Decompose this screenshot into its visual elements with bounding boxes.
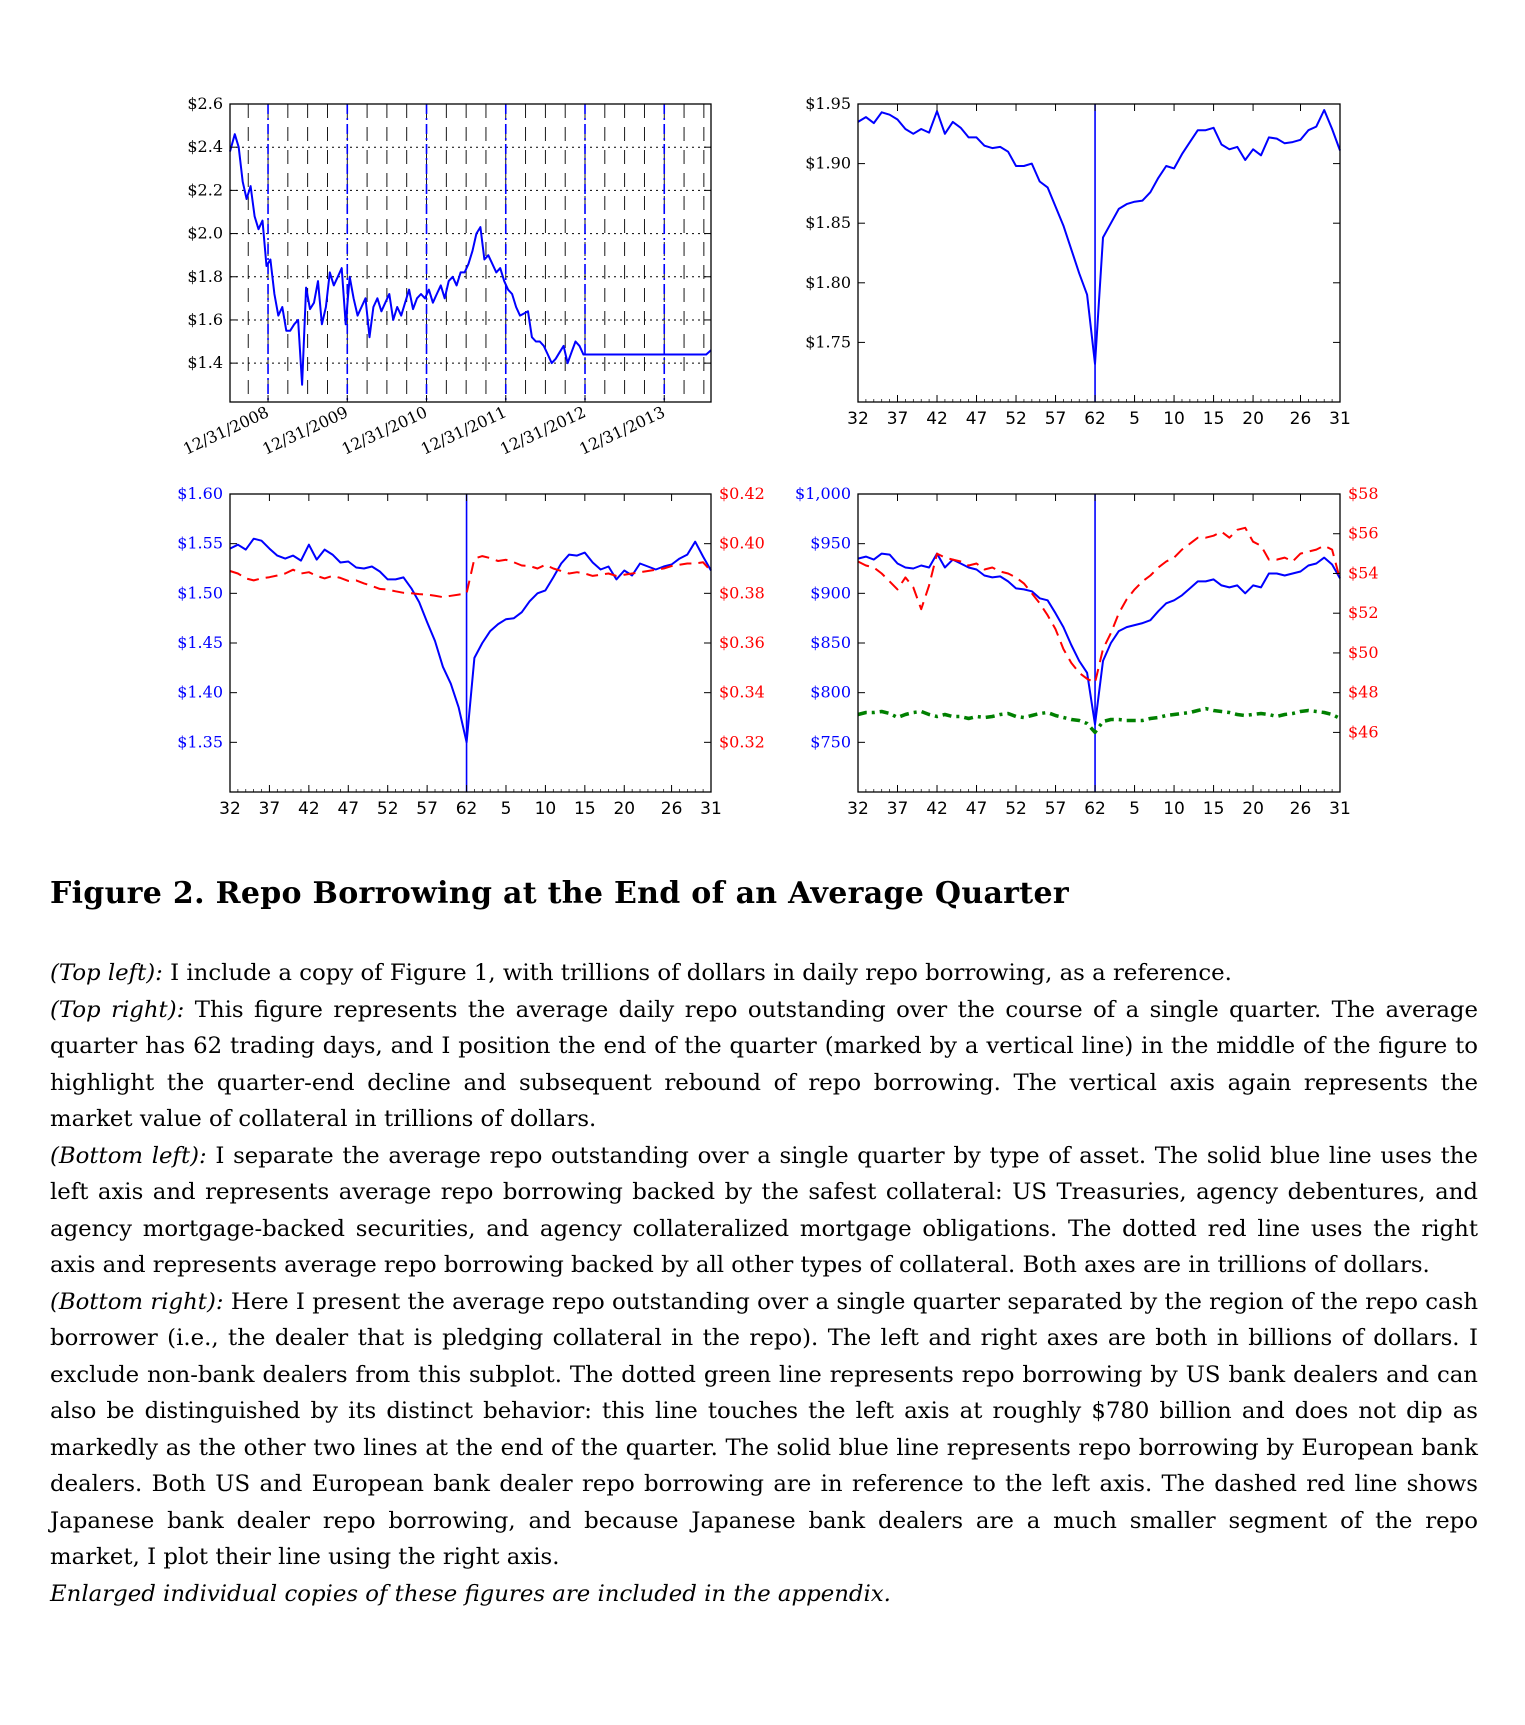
y-tick-label: $800 xyxy=(810,682,851,702)
y2-tick-label: $48 xyxy=(1348,682,1379,702)
x-tick-label: 26 xyxy=(660,799,683,819)
caption-appendix-note: Enlarged individual copies of these figures are included in the appendix. xyxy=(50,1580,891,1607)
y2-tick-label: $0.42 xyxy=(719,484,765,503)
x-tick-label: 31 xyxy=(1329,799,1351,819)
plot-frame xyxy=(858,104,1340,402)
y-tick-label: $1.95 xyxy=(805,94,851,113)
y-tick-label: $2.2 xyxy=(187,180,223,200)
y2-tick-label: $0.34 xyxy=(719,682,765,702)
x-tick-label: 15 xyxy=(1202,799,1225,819)
caption-text-bottom-right: Here I present the average repo outstanding over a single quarter separated by the region of the repo cash borrower (i.e., the dealer that is pledging collateral in the repo). The left and right axes are both in billions of dollars. I exclude non-bank dealers from this subplot. The dotted green line represents repo borrowing by US bank dealers and can also be distinguished by its distinct behavior: this line touches the left axis at roughly $780 billion and does not dip as markedly as the other two lines at the end of the quarter. The solid blue line represents repo borrowing by European bank dealers. Both US and European bank dealer repo borrowing are in reference to the left axis. The dashed red line shows Japanese bank dealer repo borrowing, and because Japanese bank dealers are a much smaller segment of the repo market, I plot their line using the right axis. xyxy=(50,1288,1478,1570)
x-tick-label: 42 xyxy=(298,799,320,819)
figure-caption xyxy=(50,955,1478,1612)
x-tick-label: 37 xyxy=(258,799,281,819)
y-tick-label: $1,000 xyxy=(795,484,851,503)
caption-lead-top-right: (Top right): xyxy=(50,996,185,1023)
y-tick-label: $1.55 xyxy=(177,533,223,553)
x-tick-label: 31 xyxy=(700,799,722,819)
series-line xyxy=(858,709,1340,733)
y-tick-label: $2.6 xyxy=(187,94,223,113)
x-tick-label: 52 xyxy=(1005,409,1027,429)
y2-tick-label: $54 xyxy=(1348,563,1379,583)
series-line xyxy=(230,134,711,385)
x-tick-label: 12/31/2008 xyxy=(180,402,272,459)
x-tick-label: 57 xyxy=(416,799,438,819)
x-tick-label: 15 xyxy=(1202,409,1225,429)
caption-text-top-left: I include a copy of Figure 1, with trillions of dollars in daily repo borrowing, as a reference. xyxy=(162,960,1232,986)
caption-paragraph-bottom-right xyxy=(50,1284,1478,1576)
x-tick-label: 32 xyxy=(847,799,869,819)
series-line xyxy=(858,528,1340,683)
x-tick-label: 52 xyxy=(1005,799,1027,819)
caption-paragraph-bottom-left xyxy=(50,1138,1478,1284)
y2-tick-label: $0.40 xyxy=(719,533,765,553)
series-line xyxy=(230,556,711,597)
y-tick-label: $1.45 xyxy=(177,633,223,652)
x-tick-label: 12/31/2009 xyxy=(259,402,351,459)
x-tick-label: 32 xyxy=(847,409,869,429)
x-tick-label: 10 xyxy=(534,799,557,819)
x-tick-label: 47 xyxy=(337,799,360,819)
x-tick-label: 20 xyxy=(613,799,636,819)
series-line xyxy=(858,554,1340,725)
figure-panels xyxy=(0,0,1525,860)
x-tick-label: 20 xyxy=(1242,409,1264,429)
x-tick-label: 10 xyxy=(1163,799,1185,819)
bottom-right-chart xyxy=(795,484,1379,819)
x-tick-label: 12/31/2013 xyxy=(576,402,668,459)
caption-paragraph-top-left xyxy=(50,955,1478,992)
x-tick-label: 15 xyxy=(574,799,596,819)
x-tick-label: 20 xyxy=(1242,799,1264,819)
bottom-left-chart xyxy=(177,484,765,819)
x-tick-label: 62 xyxy=(1084,799,1106,819)
y-tick-label: $1.50 xyxy=(177,583,223,603)
x-tick-label: 47 xyxy=(965,799,988,819)
y-tick-label: $850 xyxy=(810,633,851,652)
caption-lead-bottom-left: (Bottom left): xyxy=(50,1142,207,1169)
y2-tick-label: $0.36 xyxy=(719,633,765,652)
x-tick-label: 52 xyxy=(376,799,399,819)
x-tick-label: 12/31/2012 xyxy=(497,402,589,459)
x-tick-label: 37 xyxy=(886,409,909,429)
y-tick-label: $1.85 xyxy=(805,213,851,233)
top-right-chart xyxy=(805,94,1351,429)
x-tick-label: 10 xyxy=(1163,409,1185,429)
x-tick-label: 31 xyxy=(1329,409,1351,429)
top-left-chart xyxy=(180,94,711,459)
y-tick-label: $1.6 xyxy=(187,309,223,329)
y-tick-label: $1.80 xyxy=(805,272,851,292)
x-tick-label: 26 xyxy=(1289,799,1312,819)
y2-tick-label: $58 xyxy=(1348,484,1379,503)
y2-tick-label: $0.38 xyxy=(719,583,765,603)
x-tick-label: 42 xyxy=(926,799,948,819)
y2-tick-label: $0.32 xyxy=(719,732,765,752)
y-tick-label: $1.60 xyxy=(177,484,223,503)
y-tick-label: $950 xyxy=(810,533,851,553)
y-tick-label: $1.40 xyxy=(177,682,223,702)
y-tick-label: $2.4 xyxy=(187,137,223,157)
y2-tick-label: $50 xyxy=(1348,642,1379,662)
x-tick-label: 57 xyxy=(1044,799,1067,819)
plot-frame xyxy=(230,104,711,402)
caption-text-bottom-left: I separate the average repo outstanding over a single quarter by type of asset. The solid blue line uses the left axis and represents average repo borrowing backed by the safest collateral: US Treasuries, agency debentures, and agency mortgage-backed securities, and agency collateralized mortgage obligations. The dotted red line uses the right axis and represents average repo borrowing backed by all other types of collateral. Both axes are in trillions of dollars. xyxy=(50,1142,1478,1278)
x-tick-label: 12/31/2011 xyxy=(417,402,510,459)
plot-frame xyxy=(858,494,1340,792)
y-tick-label: $1.75 xyxy=(805,332,851,352)
y-tick-label: $1.8 xyxy=(187,266,223,286)
x-tick-label: 5 xyxy=(1129,799,1140,819)
y2-tick-label: $46 xyxy=(1348,722,1379,742)
y-tick-label: $750 xyxy=(810,732,851,752)
x-tick-label: 62 xyxy=(455,799,478,819)
x-tick-label: 47 xyxy=(965,409,988,429)
x-tick-label: 12/31/2010 xyxy=(338,402,431,459)
x-tick-label: 57 xyxy=(1044,409,1067,429)
y-tick-label: $900 xyxy=(810,583,851,603)
y-tick-label: $1.90 xyxy=(805,153,851,173)
x-tick-label: 42 xyxy=(926,409,948,429)
y2-tick-label: $56 xyxy=(1348,523,1379,543)
x-tick-label: 32 xyxy=(219,799,241,819)
plot-frame xyxy=(230,494,711,792)
caption-paragraph-top-right xyxy=(50,992,1478,1138)
y-tick-label: $1.4 xyxy=(187,353,223,373)
y-tick-label: $1.35 xyxy=(177,732,223,752)
y2-tick-label: $52 xyxy=(1348,603,1379,623)
caption-lead-bottom-right: (Bottom right): xyxy=(50,1288,224,1315)
caption-lead-top-left: (Top left): xyxy=(50,960,163,986)
series-line xyxy=(858,110,1340,364)
x-tick-label: 62 xyxy=(1084,409,1106,429)
x-tick-label: 5 xyxy=(500,799,512,819)
caption-text-top-right: This figure represents the average daily repo outstanding over the course of a single quarter. The average quarter has 62 trading days, and I position the end of the quarter (marked by a vertical line) in the middle of the figure to highlight the quarter-end decline and subsequent rebound of repo borrowing. The vertical axis again represents the market value of collateral in trillions of dollars. xyxy=(50,996,1479,1132)
x-tick-label: 37 xyxy=(886,799,909,819)
series-line xyxy=(230,539,711,743)
y-tick-label: $2.0 xyxy=(187,223,223,243)
x-tick-label: 26 xyxy=(1289,409,1312,429)
figure-title: Figure 2. Repo Borrowing at the End of an Average Quarter xyxy=(50,876,1069,911)
x-tick-label: 5 xyxy=(1129,409,1140,429)
